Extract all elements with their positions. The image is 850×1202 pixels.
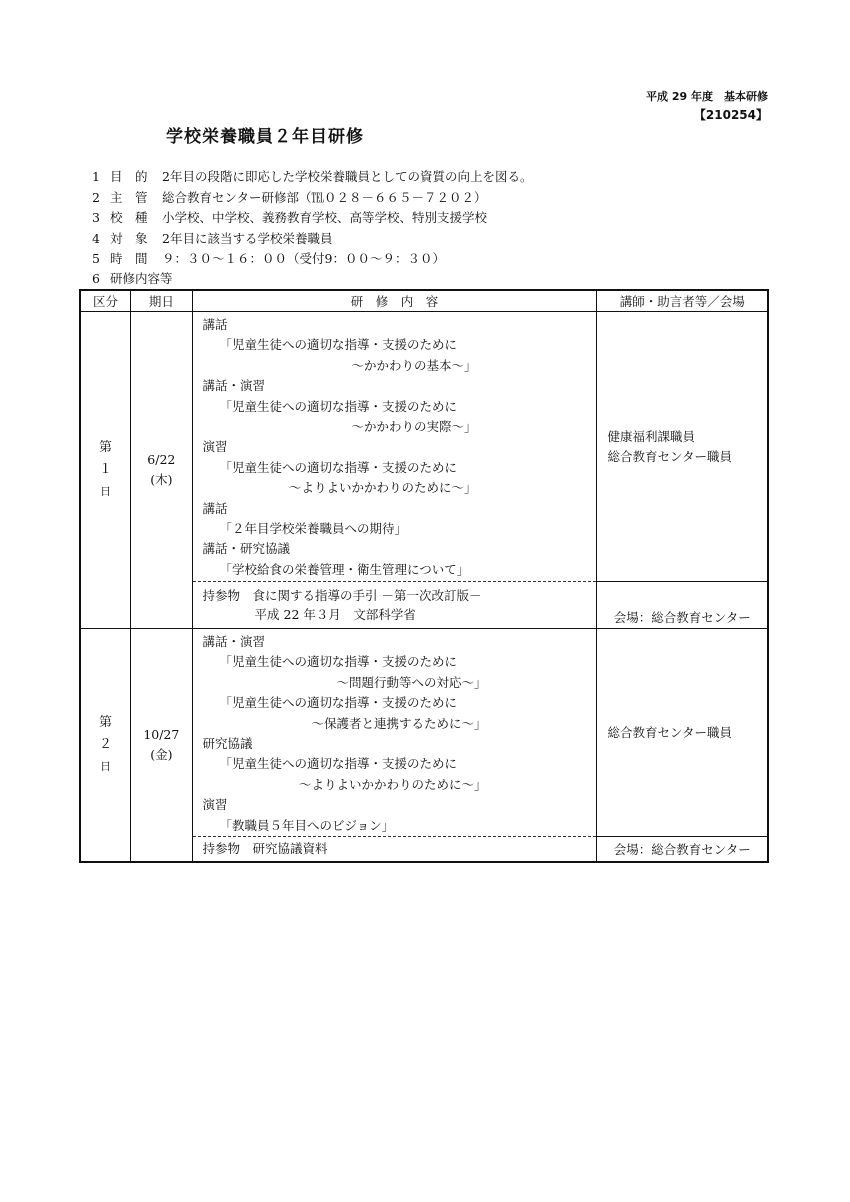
day1-lecturers: 健康福利課職員 総合教育センター職員 <box>597 312 768 582</box>
table-header-row <box>80 290 768 312</box>
info-content-heading: 6 研修内容等 <box>92 271 173 286</box>
day1-materials: 持参物 食に関する指導の手引 －第一次改訂版－ 平成 22 年３月 文部科学省 <box>192 582 597 629</box>
day2-lecturers: 総合教育センター職員 <box>597 629 768 837</box>
info-school-type: 3 校 種 小学校、中学校、義務教育学校、高等学校、特別支援学校 <box>92 210 488 225</box>
table-row <box>80 312 768 582</box>
info-time: 5 時 間 ９：３０～１６：００（受付9：００～９：３０） <box>92 251 445 266</box>
day2-venue: 会場：総合教育センター <box>597 837 768 863</box>
day1-content: 講話 「児童生徒への適切な指導・支援のために ～かかわりの基本～」 講話・演習 「児童生徒への適切な指導・支援のために ～かかわりの実際～」 演習 「児童生徒への適切な指導・支援のために ～よりよいかかわりのために～」 講話 「２年目学校栄養職員への期待」 講話・研究協議 「学校給食の栄養管理・衛生管理について」 <box>192 312 597 582</box>
day2-date: 10/27 (金) <box>131 629 192 863</box>
schedule-table <box>79 289 769 863</box>
course-code: 【210254】 <box>693 108 768 122</box>
header-kubun: 区分 <box>80 290 131 312</box>
fiscal-year-label: 平成 29 年度 基本研修 <box>646 90 768 103</box>
table-row <box>80 629 768 837</box>
page-title: 学校栄養職員２年目研修 <box>166 127 364 147</box>
info-purpose: 1 目 的 2年目の段階に即応した学校栄養職員としての資質の向上を図る。 <box>92 169 533 184</box>
day1-date: 6/22 (木) <box>131 312 192 629</box>
info-target: 4 対 象 2年目に該当する学校栄養職員 <box>92 231 333 246</box>
header-date: 期日 <box>131 290 192 312</box>
day1-venue: 会場：総合教育センター <box>597 582 768 629</box>
header-content: 研 修 内 容 <box>192 290 597 312</box>
info-organizer: 2 主 管 総合教育センター研修部（℡０２８－６６５－７２０２） <box>92 190 487 205</box>
day2-content: 講話・演習 「児童生徒への適切な指導・支援のために ～問題行動等への対応～」 「児童生徒への適切な指導・支援のために ～保護者と連携するために～」 研究協議 「児童生徒への適切な指導・支援のために ～よりよいかかわりのために～」 演習 「教職員５年目へのビジョン」 <box>192 629 597 837</box>
day1-kubun: 第 １ 日 <box>80 312 131 629</box>
day2-materials: 持参物 研究協議資料 <box>192 837 597 863</box>
day2-kubun: 第 ２ 日 <box>80 629 131 863</box>
header-lecturer: 講師・助言者等／会場 <box>597 290 768 312</box>
